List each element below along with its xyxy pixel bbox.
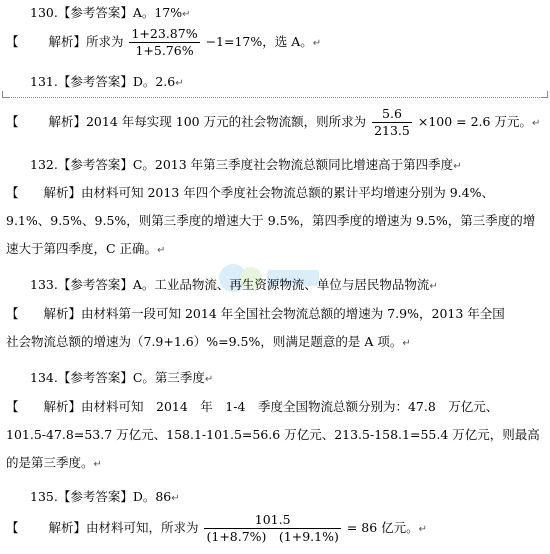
q130-answer: 130.【参考答案】A。17%↵ — [30, 5, 191, 20]
q133-answer: 133.【参考答案】A。工业品物流、再生资源物流、单位与居民物品物流↵ — [30, 277, 438, 292]
q134-answer: 134.【参考答案】C。第三季度↵ — [30, 370, 214, 385]
q132-answer: 132.【参考答案】C。2013 年第三季度社会物流总额同比增速高于第四季度↵ — [30, 157, 462, 172]
q130-analysis: 【 解析】所求为 $\frac{1+23.87\%}{1+5.76\%}$ −1=17%，选 A。↵ — [6, 26, 322, 58]
q131-answer: 131.【参考答案】D。2.6↵ — [30, 74, 184, 89]
q135-fraction: $\frac{101.5}{(1+8.7\%) (1+9.1\%)}$ — [206, 512, 339, 544]
q130-fraction: $\frac{1+23.87\%}{1+5.76\%}$ — [131, 26, 198, 58]
q132-analysis-line2: 9.1%、9.5%、9.5%，则第三季度的增速大于 9.5%，第四季度的增速为 9.5%，第三季度的增 — [6, 213, 536, 228]
q131-analysis: 【 解析】2014 年每实现 100 万元的社会物流额，则所求为 $\frac{5.6}{213.5}$ ×100 = 2.6 万元。↵ — [6, 106, 541, 138]
q133-analysis-line2: 社会物流总额的增速为（7.9+1.6）%=9.5%，则满足题意的是 A 项。↵ — [6, 334, 411, 349]
page-break-divider — [2, 97, 548, 98]
q134-analysis-line1: 【 解析】由材料可知 2014 年 1-4 季度全国物流总额分别为：47.8 万亿元、 — [6, 399, 499, 414]
q133-analysis-line1: 【 解析】由材料第一段可知 2014 年全国社会物流总额的增速为 7.9%，2013 年全国 — [6, 306, 505, 321]
q135-analysis: 【 解析】由材料可知，所求为 $\frac{101.5}{(1+8.7\%) (1+9.1\%)}$ = 86 亿元。↵ — [6, 512, 428, 544]
q134-analysis-line2: 101.5-47.8=53.7 万亿元、158.1-101.5=56.6 万亿元、213.5-158.1=55.4 万亿元，则最高 — [6, 427, 540, 442]
q131-fraction: $\frac{5.6}{213.5}$ — [374, 106, 410, 138]
q132-analysis-line3: 速大于第四季度，C 正确。↵ — [6, 241, 166, 256]
q135-answer: 135.【参考答案】D。86↵ — [30, 489, 180, 504]
q134-analysis-line3: 的是第三季度。↵ — [6, 455, 102, 470]
q132-analysis-line1: 【 解析】由材料可知 2013 年四个季度社会物流总额的累计平均增速分别为 9.4%、 — [6, 185, 494, 200]
